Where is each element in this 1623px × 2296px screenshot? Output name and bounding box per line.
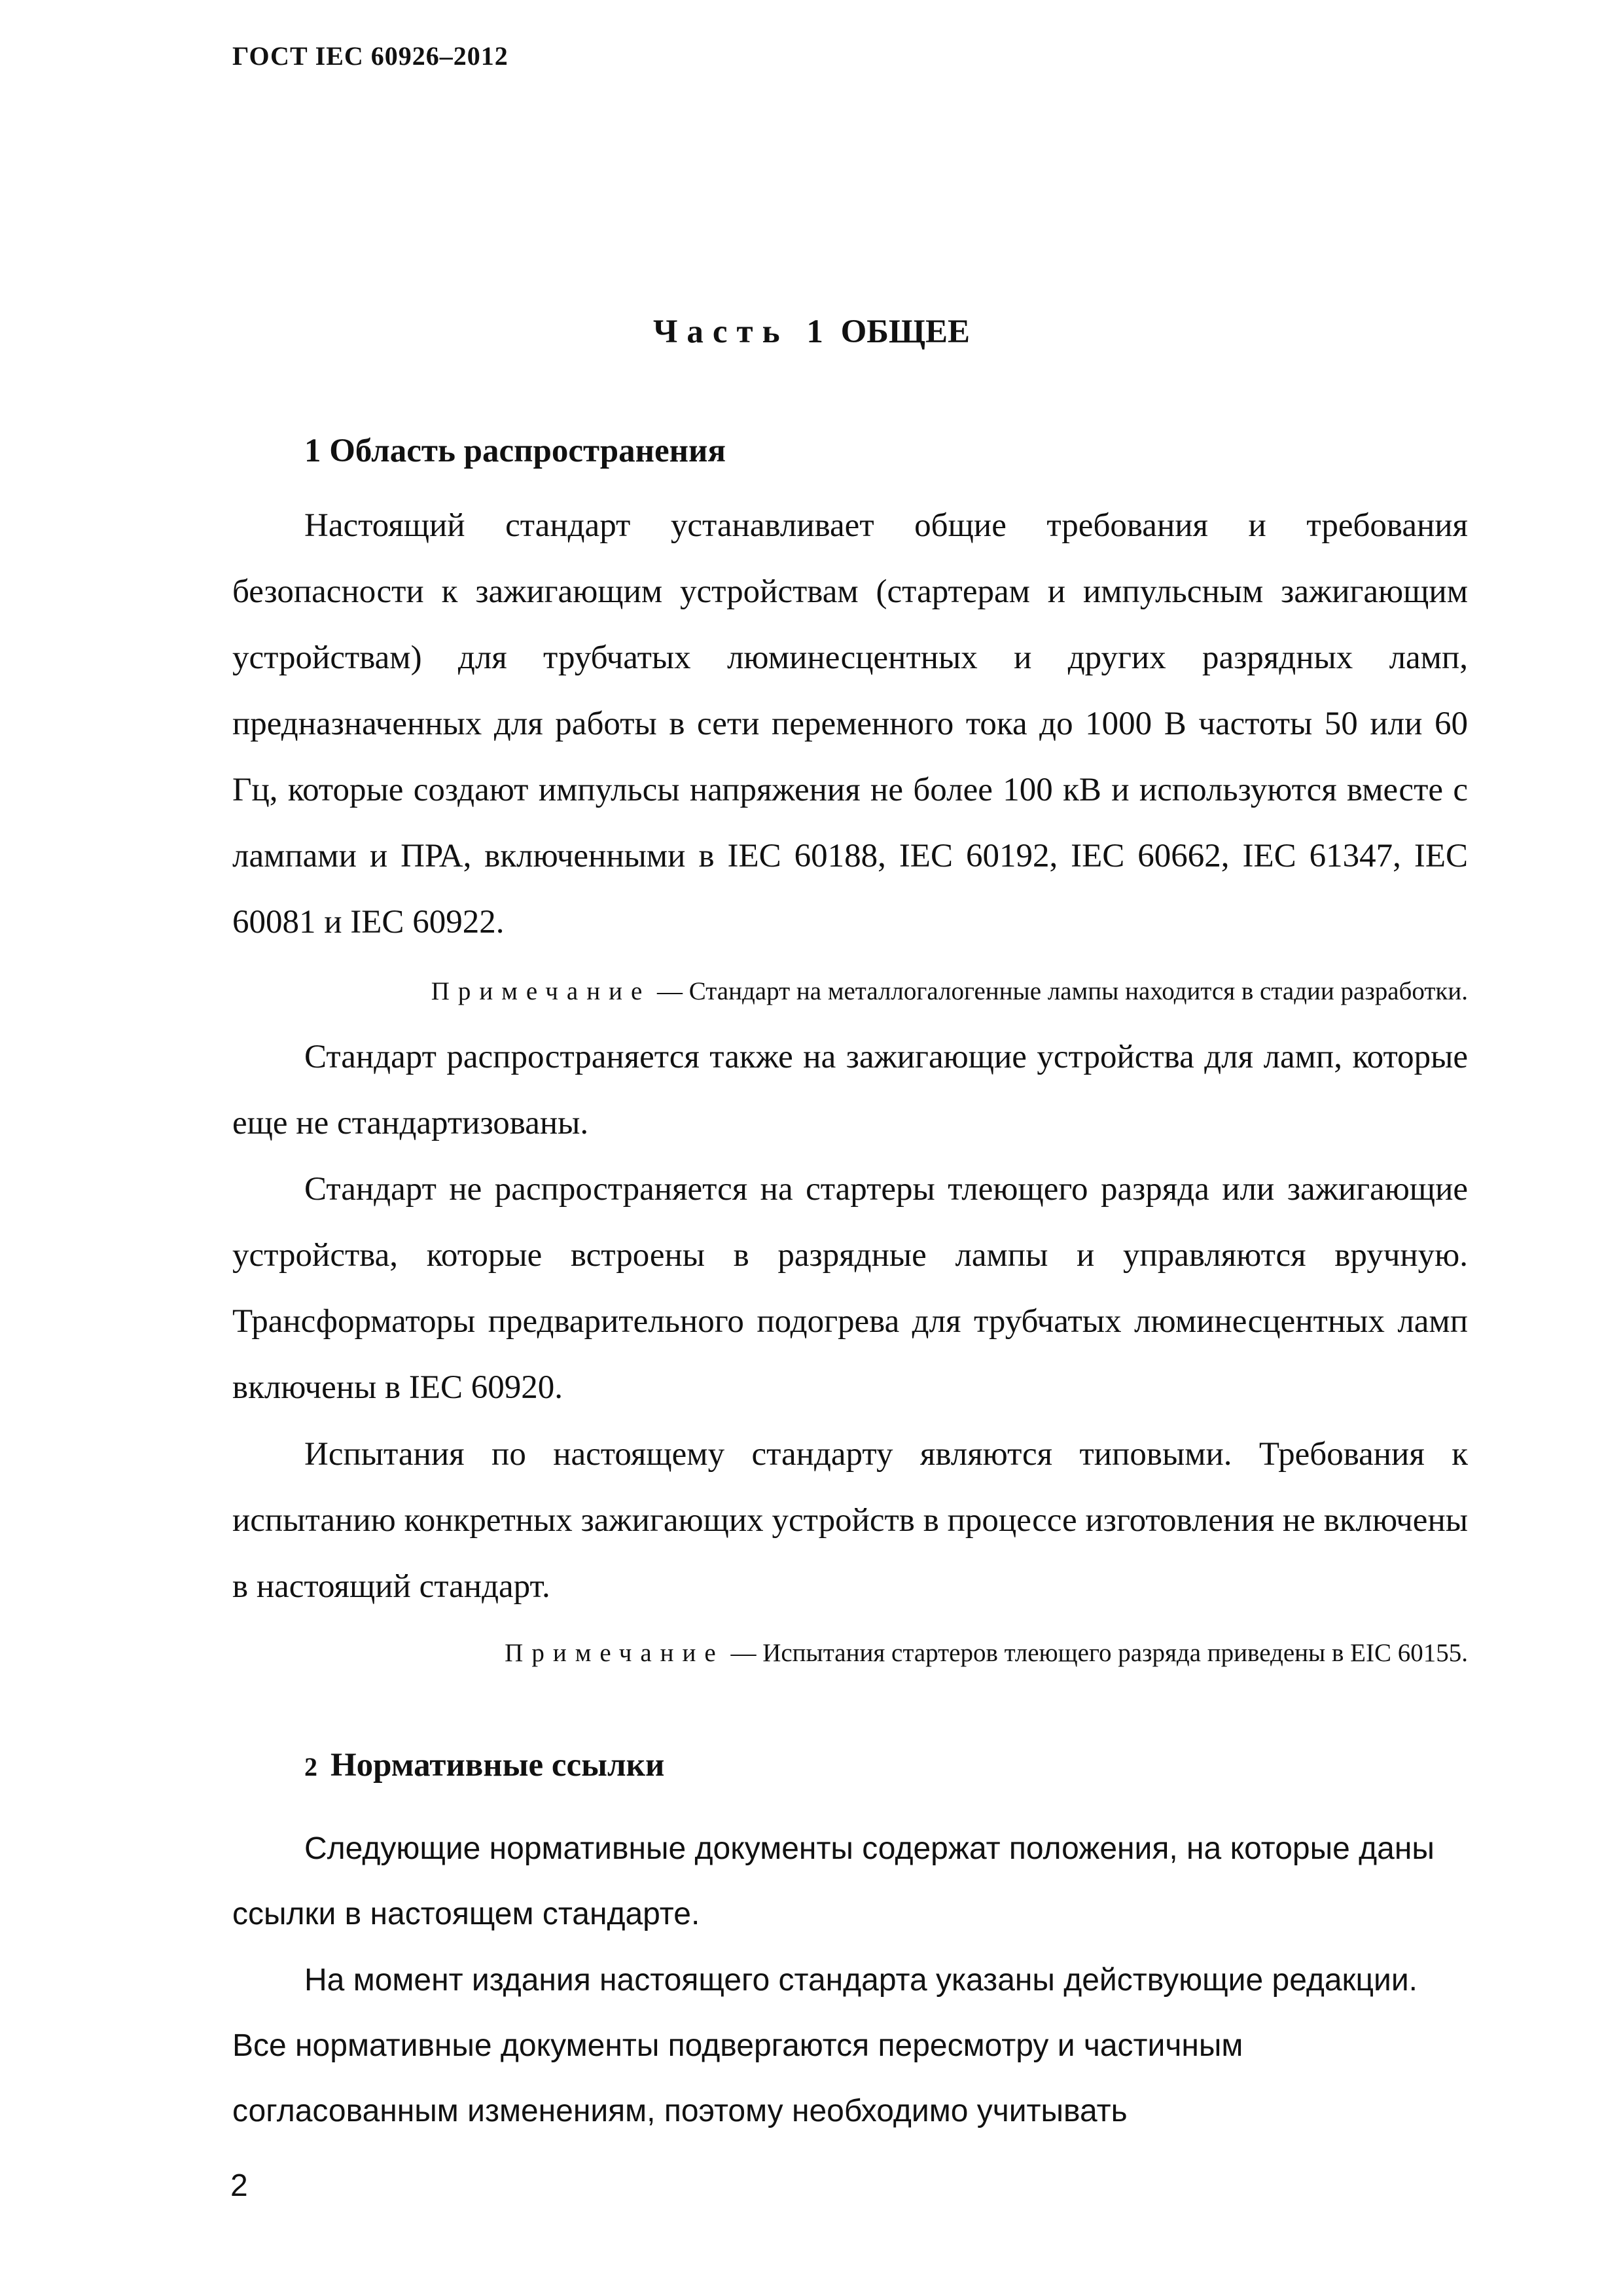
section-1-paragraph-3: Стандарт не распространяется на стартеры тлеющего разряда или зажигающие устройства, которые встроены в разрядные лампы и управляются вручную. Трансформаторы предварительного подогрева для трубчатых люминесцентных ламп включены в IEC 60920. bbox=[232, 1171, 1468, 1406]
standard-code-header: ГОСТ IEC 60926–2012 bbox=[232, 41, 508, 71]
section-2-heading bbox=[304, 1746, 664, 1784]
part-label: Часть 1 bbox=[652, 314, 832, 350]
section-1-note-1 bbox=[232, 977, 1468, 1006]
section-2-paragraph-2: На момент издания настоящего стандарта указаны действующие редакции. Все нормативные документы подвергаются пересмотру и частичным согласованным изменениям, поэтому необходимо учитывать bbox=[232, 1963, 1418, 2128]
section-2-number: 2 bbox=[304, 1752, 317, 1782]
section-1-paragraph-2: Стандарт распространяется также на зажигающие устройства для ламп, которые еще не стандартизованы. bbox=[232, 1039, 1468, 1141]
section-1-note-2 bbox=[232, 1638, 1468, 1668]
note-label: Примечание bbox=[431, 977, 651, 1005]
section-1-heading: 1 Область распространения bbox=[304, 433, 726, 469]
part-name: ОБЩЕЕ bbox=[840, 314, 971, 350]
page-number: 2 bbox=[230, 2168, 248, 2203]
note-label: Примечание bbox=[505, 1639, 724, 1667]
note-text: — Стандарт на металлогалогенные лампы находится в стадии разработки. bbox=[657, 977, 1468, 1005]
section-2-title: Нормативные ссылки bbox=[330, 1747, 665, 1784]
section-1-paragraph-1: Настоящий стандарт устанавливает общие требования и требования безопасности к зажигающим устройствам (стартерам и импульсным зажигающим устройствам) для трубчатых люминесцентных и других разрядных ламп, предназначенных для работы в сети переменного тока до 1000 В частоты 50 или 60 Гц, которые создают импульсы напряжения не более 100 кВ и используются вместе с лампами и ПРА, включенными в IEC 60188, IEC 60192, IEC 60662, IEC 61347, IEC 60081 и IEC 60922. bbox=[232, 507, 1468, 941]
note-text: — Испытания стартеров тлеющего разряда приведены в EIC 60155. bbox=[730, 1639, 1468, 1667]
section-2-paragraph-1: Следующие нормативные документы содержат положения, на которые даны ссылки в настоящем стандарте. bbox=[232, 1831, 1435, 1931]
section-1-paragraph-4: Испытания по настоящему стандарту являются типовыми. Требования к испытанию конкретных зажигающих устройств в процессе изготовления не включены в настоящий стандарт. bbox=[232, 1436, 1468, 1605]
part-title bbox=[0, 313, 1623, 351]
